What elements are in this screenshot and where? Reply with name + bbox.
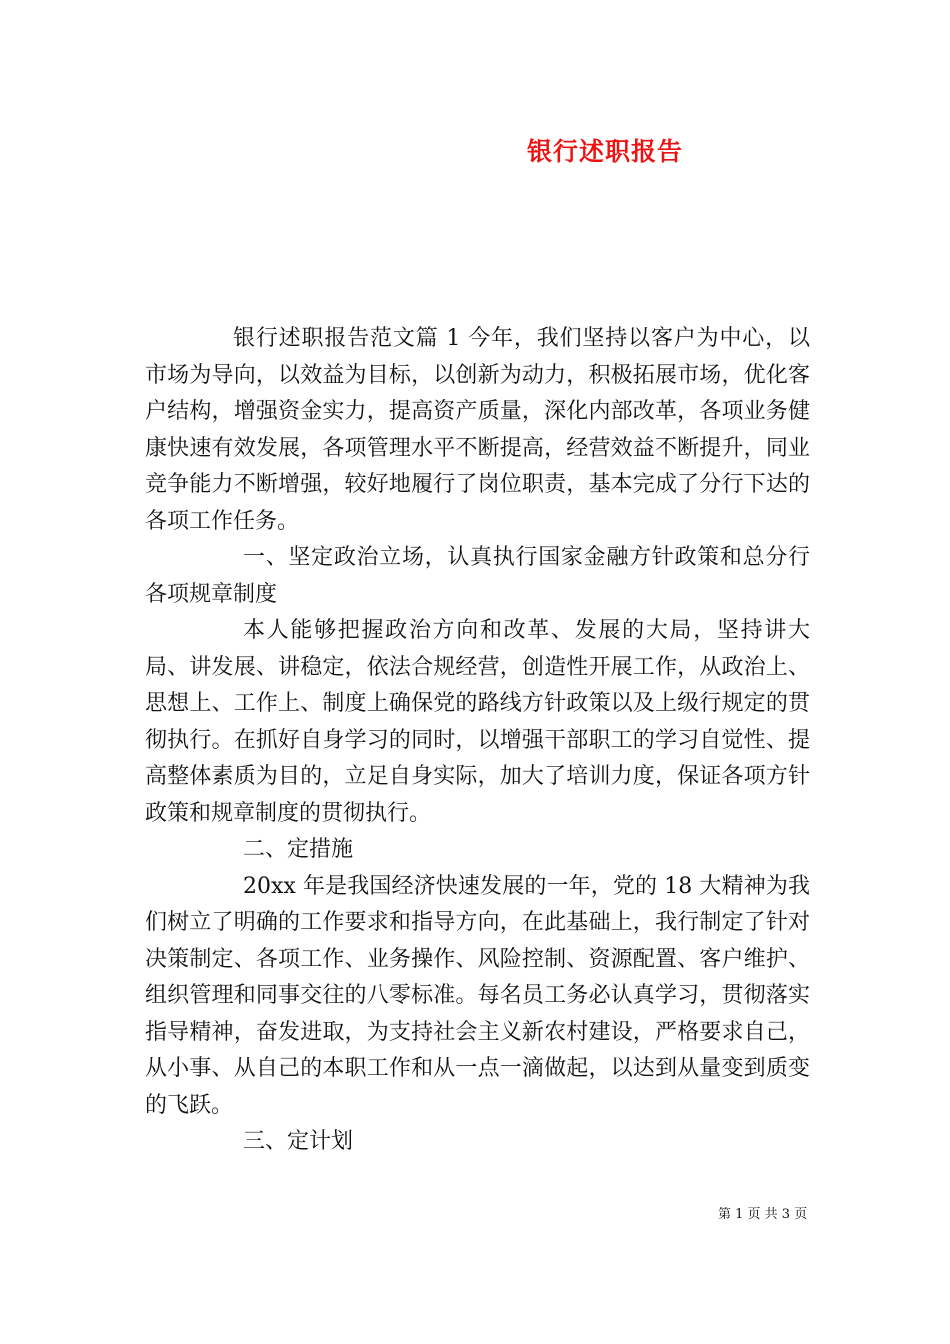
document-body bbox=[145, 321, 810, 1161]
section-heading-2: 二、定措施 bbox=[243, 837, 354, 862]
page-number: 第 1 页 共 3 页 bbox=[718, 1207, 808, 1222]
document-title: 银行述职报告 bbox=[527, 137, 684, 166]
section-heading-3: 三、定计划 bbox=[243, 1129, 354, 1154]
section-heading-1: 一、坚定政治立场，认真执行国家金融方针政策和总分行各项规章制度 bbox=[145, 545, 810, 607]
section-1-paragraph: 本人能够把握政治方向和改革、发展的大局，坚持讲大局、讲发展、讲稳定，依法合规经营，创造性开展工作，从政治上、思想上、工作上、制度上确保党的路线方针政策以及上级行规定的贯彻执行。在抓好自身学习的同时，以增强干部职工的学习自觉性、提高整体素质为目的，立足自身实际，加大了培训力度，保证各项方针政策和规章制度的贯彻执行。 bbox=[145, 618, 810, 826]
section-2-paragraph: 20xx 年是我国经济快速发展的一年，党的 18 大精神为我们树立了明确的工作要求和指导方向，在此基础上，我行制定了针对决策制定、各项工作、业务操作、风险控制、资源配置、客户维护、组织管理和同事交往的八零标准。每名员工务必认真学习，贯彻落实指导精神，奋发进取，为支持社会主义新农村建设，严格要求自己，从小事、从自己的本职工作和从一点一滴做起，以达到从量变到质变的飞跃。 bbox=[145, 873, 810, 1118]
intro-paragraph: 银行述职报告范文篇 1 今年，我们坚持以客户为中心，以市场为导向，以效益为目标，以创新为动力，积极拓展市场，优化客户结构，增强资金实力，提高资产质量，深化内部改革，各项业务健康快速有效发展，各项管理水平不断提高，经营效益不断提升，同业竞争能力不断增强，较好地履行了岗位职责，基本完成了分行下达的各项工作任务。 bbox=[145, 326, 810, 534]
